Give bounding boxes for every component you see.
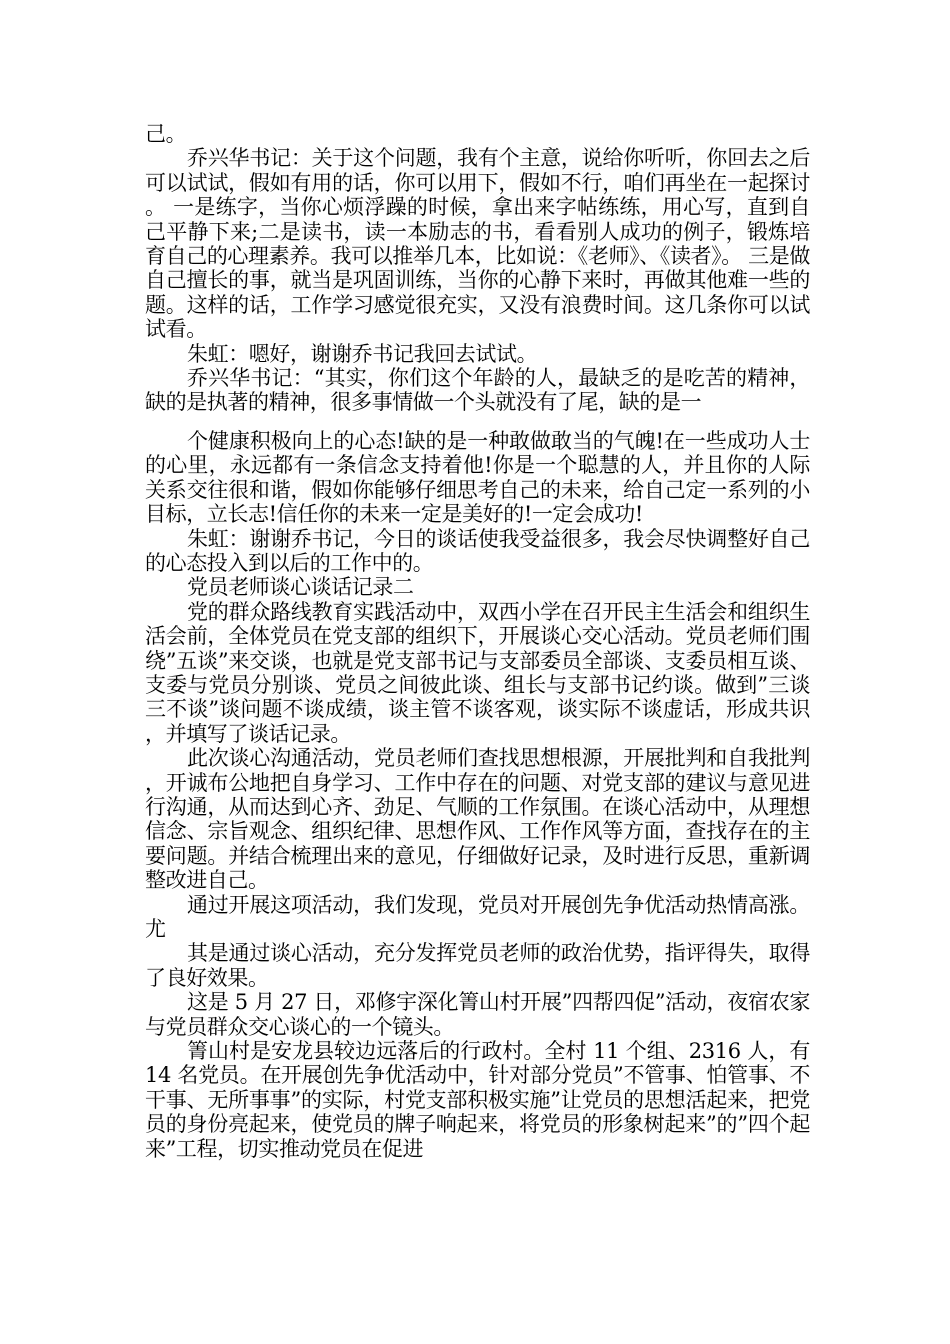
paragraph-activity-intro: 党的群众路线教育实践活动中，双西小学在召开民主生活会和组织生活会前，全体党员在党支部的组织下，开展谈心交心活动。党员老师们围绕”五谈”来交谈，也就是党支部书记与支部委员全部谈、支委员相互谈、支委与党员分别谈、党员之间彼此谈、组长与支部书记约谈。做到”三谈三不谈”谈问题不谈成绩，谈主管不谈客观，谈实际不谈虚话，形成共识，并填写了谈话记录。 bbox=[145, 599, 810, 746]
paragraph-activity-details: 此次谈心沟通活动，党员老师们查找思想根源，开展批判和自我批判，开诚布公地把自身学习、工作中存在的问题、对党支部的建议与意见进行沟通，从而达到心齐、劲足、气顺的工作氛围。在谈心活动中，从理想信念、宗旨观念、组织纪律、思想作风、工作作风等方面，查找存在的主要问题。并结合梳理出来的意见，仔细做好记录，及时进行反思，重新调整改进自己。 bbox=[145, 746, 810, 893]
paragraph-secretary-remark: 乔兴华书记：“其实，你们这个年龄的人，最缺乏的是吃苦的精神，缺的是执著的精神，很多事情做一个头就没有了尾，缺的是一 bbox=[145, 366, 810, 415]
paragraph-zhuhong-thanks: 朱虹：谢谢乔书记，今日的谈话使我受益很多，我会尽快调整好自己的心态投入到以后的工作中的。 bbox=[145, 526, 810, 575]
section-heading: 党员老师谈心谈话记录二 bbox=[187, 575, 414, 600]
paragraph-secretary-advice: 乔兴华书记：关于这个问题，我有个主意，说给你听听，你回去之后可以试试，假如有用的话，你可以用下，假如不行，咱们再坐在一起探讨。 一是练字，当你心烦浮躁的时候，拿出来字帖练练，用心写，直到自己平静下来;二是读书，读一本励志的书，看看别人成功的例子，锻炼培育自己的心理素养。我可以推举几本，比如说：《老师》、《读者》。 三是做自己擅长的事，就当是巩固训练，当你的心静下来时，再做其他难一些的题。这样的话，工作学习感觉很充实，又没有浪费时间。这几条你可以试试看。 bbox=[145, 146, 810, 342]
paragraph-fragment-start: 己。 bbox=[145, 122, 187, 146]
paragraph-secretary-remark-continued: 个健康积极向上的心态!缺的是一种敢做敢当的气魄!在一些成功人士的心里，永远都有一条信念支持着他!你是一个聪慧的人，并且你的人际关系交往很和谐，假如你能够仔细思考自己的未来，给自己定一系列的小目标，立长志!信任你的未来一定是美好的!一定会成功! bbox=[145, 428, 810, 527]
paragraph-zhuhong-reply: 朱虹：嗯好，谢谢乔书记我回去试试。 bbox=[187, 341, 538, 366]
paragraph-findings-continued: 其是通过谈心活动，充分发挥党员老师的政治优势，指评得失，取得了良好效果。 bbox=[145, 941, 810, 990]
paragraph-photo-caption: 这是 5 月 27 日，邓修宇深化箐山村开展”四帮四促”活动，夜宿农家与党员群众交心谈心的一个镜头。 bbox=[145, 990, 810, 1039]
paragraph-findings: 通过开展这项活动，我们发现，党员对开展创先争优活动热情高涨。尤 bbox=[145, 892, 810, 941]
document-page bbox=[145, 122, 810, 1161]
paragraph-village-description: 箐山村是安龙县较边远落后的行政村。全村 11 个组、2316 人，有 14 名党员。在开展创先争优活动中，针对部分党员”不管事、怕管事、不干事、无所事事”的实际，村党支部积极实施”让党员的思想活起来，把党员的身份亮起来，使党员的牌子响起来，将党员的形象树起来”的”四个起来”工程，切实推动党员在促进 bbox=[145, 1039, 810, 1161]
